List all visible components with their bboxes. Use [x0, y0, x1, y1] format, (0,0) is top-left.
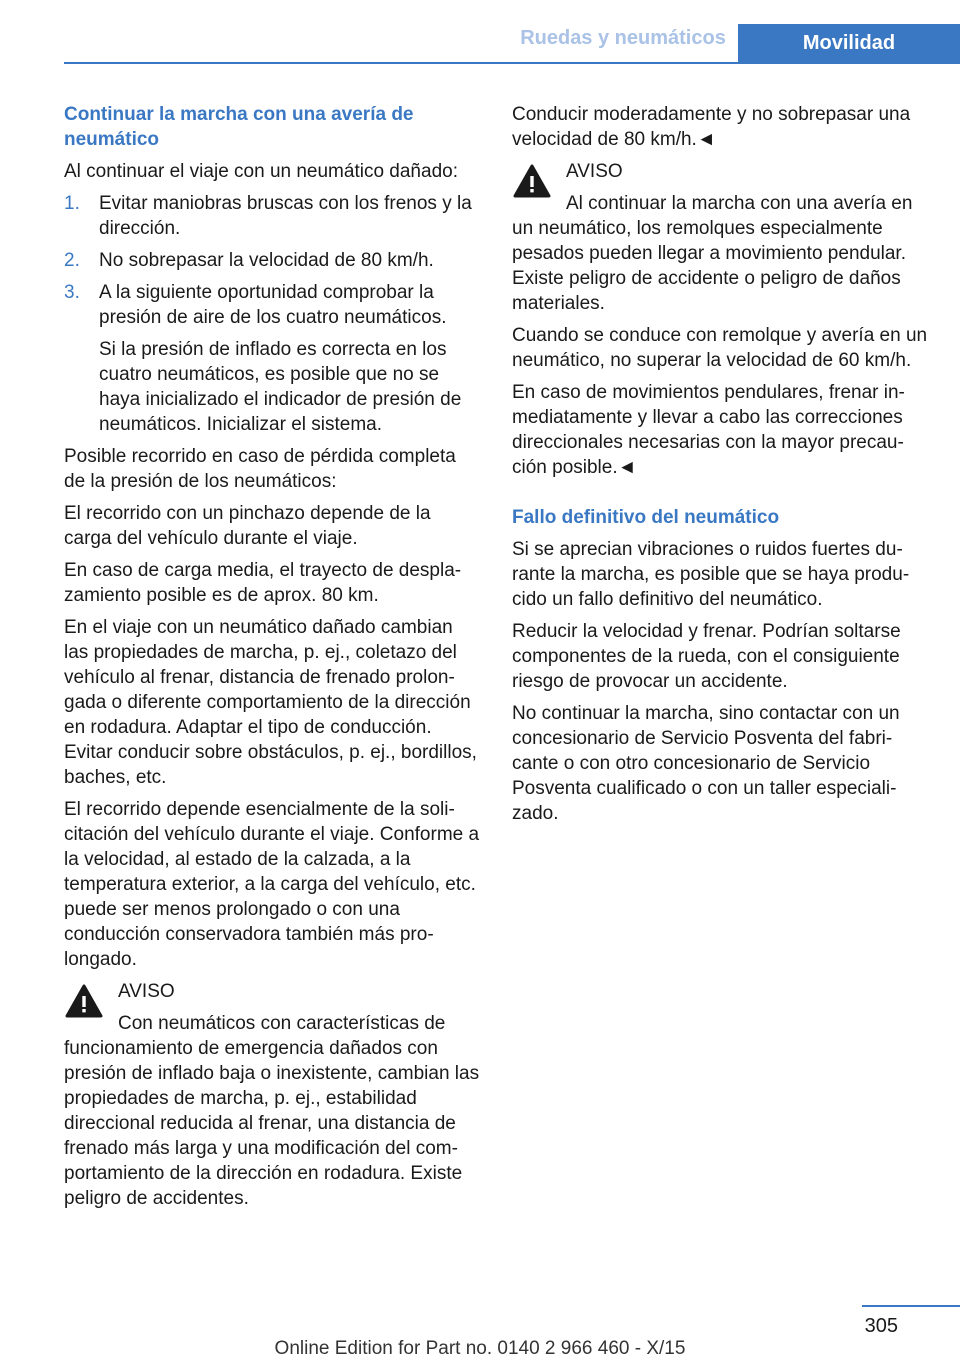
paragraph: Si se aprecian vibraciones o ruidos fuertes durante la marcha, es posible que se haya producido un fallo definitivo del neumático.: [512, 539, 910, 610]
paragraph: Cuando se conduce con remolque y avería en un neumático, no superar la velocidad de 60 km/h.: [512, 325, 928, 371]
footer-rule: [862, 1305, 960, 1307]
warning-triangle-icon: [512, 163, 552, 199]
edition-note: Online Edition for Part no. 0140 2 966 460 - X/15: [274, 1338, 686, 1359]
tab-chapter: Movilidad: [738, 24, 960, 62]
paragraph: El recorrido depende esencialmente de la solicitación del vehículo durante el viaje. Conforme a la velocidad, al estado de la calzada, a la temperatura exterior, a la carga del vehículo, etc. puede ser menos prolongado o con una conducción conservadora también más prolongado.: [64, 799, 480, 970]
step-text: Evitar maniobras bruscas con los frenos y la dirección.: [99, 193, 472, 239]
header-rule: [64, 62, 960, 64]
step-note: Si la presión de inflado es correcta en los cuatro neumáticos, es posible que no se haya inicializado el indicador de presión de neumáticos. Inicializar el sistema.: [99, 339, 462, 435]
step-number: 3.: [64, 282, 80, 303]
page-number: 305: [864, 1315, 898, 1337]
warning-text: un neumático, los remolques especialmente pesados pueden llegar a movimiento pendular. Existe peligro de accidente o peligro de daños materiales.: [512, 218, 906, 314]
list-item: [64, 280, 480, 437]
warning-block: [512, 159, 928, 316]
step-number: 2.: [64, 250, 80, 271]
warning-text: Al continuar la marcha con una avería en: [566, 193, 913, 214]
warning-text: Con neumáticos con características de: [118, 1013, 446, 1034]
paragraph: No continuar la marcha, sino contactar con un concesionario de Servicio Posventa del fabricante o con otro concesionario de Servicio Posventa cualificado o con un taller especializado.: [512, 703, 900, 824]
paragraph: En caso de carga media, el trayecto de desplazamiento posible es de aprox. 80 km.: [64, 560, 462, 606]
list-item: [64, 191, 480, 241]
warning-triangle-icon: [64, 983, 104, 1019]
tab-section: Ruedas y neumáticos: [520, 27, 726, 49]
right-column: [512, 102, 928, 833]
step-number: 1.: [64, 193, 80, 214]
step-text: No sobrepasar la velocidad de 80 km/h.: [99, 250, 434, 271]
paragraph: El recorrido con un pinchazo depende de la carga del vehículo durante el viaje.: [64, 503, 431, 549]
warning-title: AVISO: [118, 981, 175, 1002]
paragraph: Posible recorrido en caso de pérdida completa de la presión de los neumáticos:: [64, 446, 456, 492]
left-column: [64, 102, 480, 1218]
intro-text: Al continuar el viaje con un neumático dañado:: [64, 161, 458, 182]
section-heading: Fallo definitivo del neumático: [512, 507, 780, 528]
paragraph: En el viaje con un neumático dañado cambian las propiedades de marcha, p. ej., coletazo del vehículo al frenar, distancia de frenado prolongada o diferente comportamiento de la dirección en rodadura. Adaptar el tipo de conducción. Evitar conducir sobre obstáculos, p. ej., bordillos, baches, etc.: [64, 617, 477, 788]
paragraph: En caso de movimientos pendulares, frenar inmediatamente y llevar a cabo las correcciones direccionales necesarias con la mayor precaución posible.◄: [512, 382, 905, 478]
paragraph: Reducir la velocidad y frenar. Podrían soltarse componentes de la rueda, con el consiguiente riesgo de provocar un accidente.: [512, 621, 901, 692]
steps-list: [64, 191, 480, 437]
warning-title: AVISO: [566, 161, 623, 182]
section-heading: Continuar la marcha con una avería de neumático: [64, 104, 414, 150]
list-item: [64, 248, 480, 273]
paragraph: Conducir moderadamente y no sobrepasar una velocidad de 80 km/h.◄: [512, 104, 911, 150]
warning-text: funcionamiento de emergencia dañados con presión de inflado baja o inexistente, cambian las propiedades de marcha, p. ej., estabilidad direccional reducida al frenar, una distancia de frenado más larga y una modificación del comportamiento de la dirección en rodadura. Existe peligro de accidentes.: [64, 1038, 480, 1209]
warning-block: [64, 979, 480, 1211]
step-text: A la siguiente oportunidad comprobar la presión de aire de los cuatro neumáticos.: [99, 282, 447, 328]
